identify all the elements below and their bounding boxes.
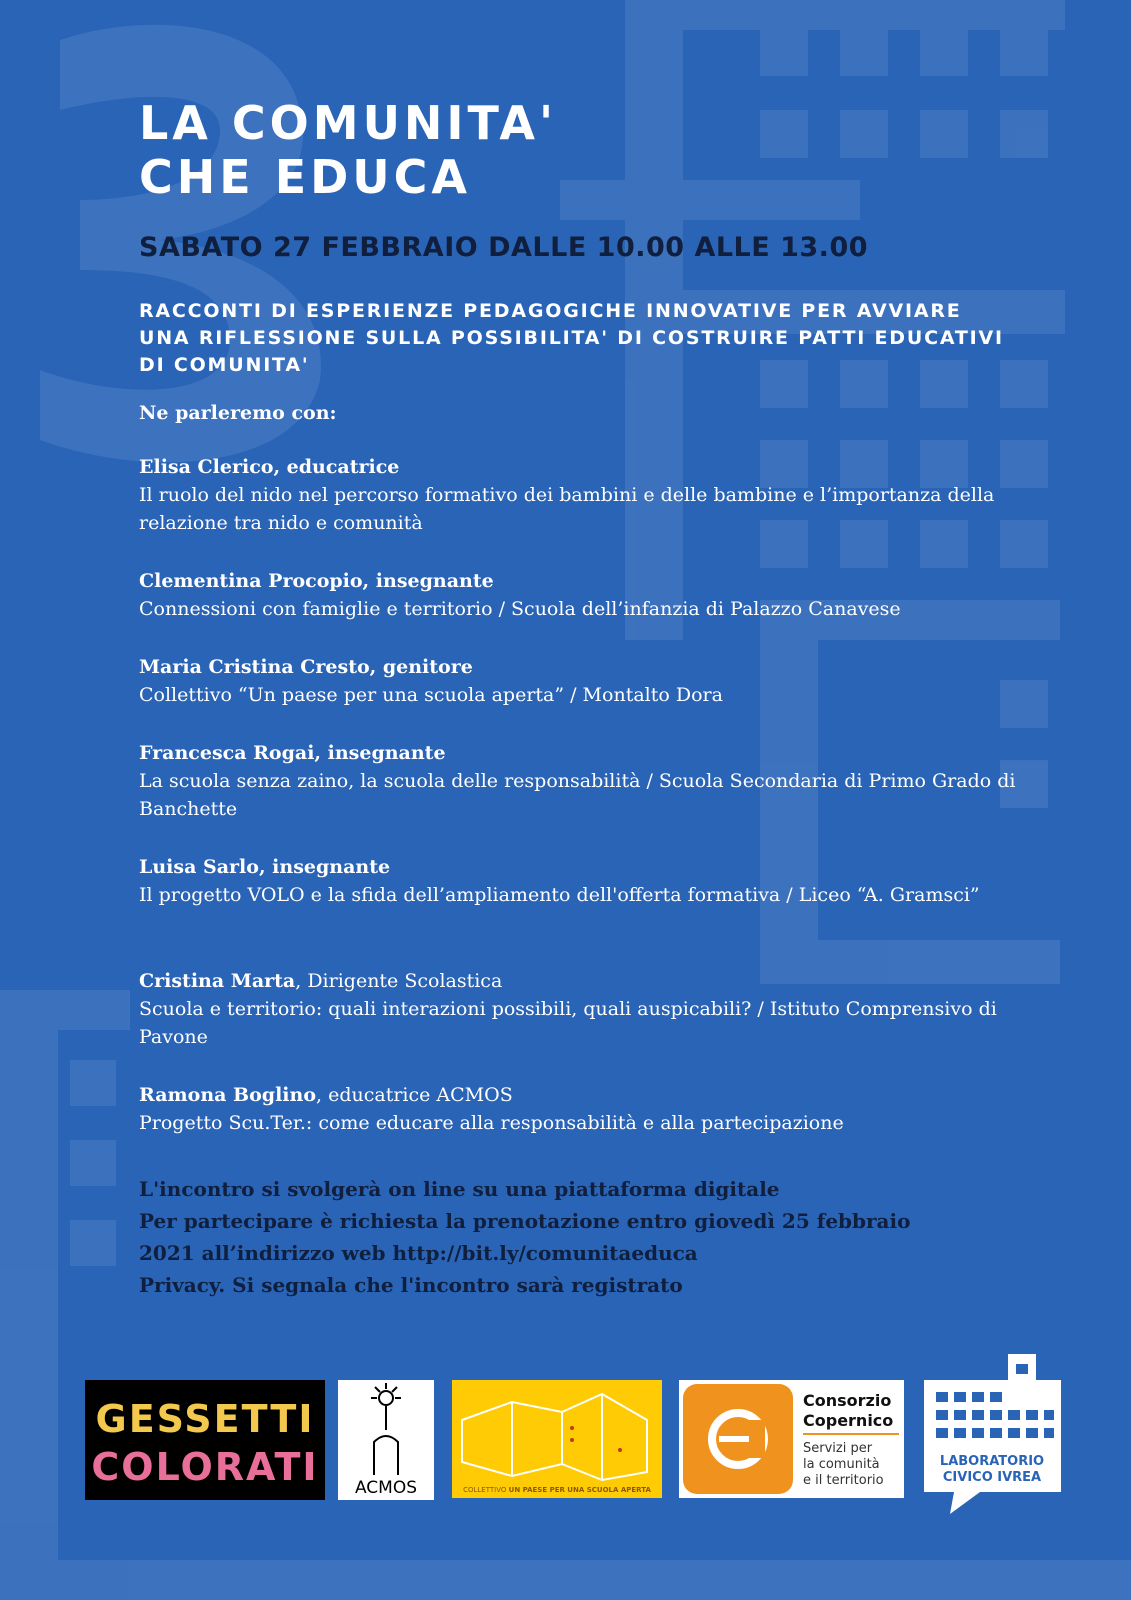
svg-text:Copernico: Copernico [803, 1411, 894, 1430]
speaker-role: , educatrice ACMOS [316, 1084, 513, 1106]
speaker-topic: La scuola senza zaino, la scuola delle responsabilità / Scuola Secondaria di Primo Grado di Banchette [139, 770, 1016, 820]
speaker-topic: Progetto Scu.Ter.: come educare alla responsabilità e alla partecipazione [139, 1112, 844, 1134]
speaker-item [139, 453, 1039, 537]
speaker-item [139, 853, 1039, 909]
svg-text:Consorzio: Consorzio [803, 1391, 892, 1410]
speaker-item [139, 1081, 1039, 1137]
speakers-intro: Ne parleremo con: [139, 402, 337, 424]
svg-text:COLLETTIVO UN PAESE PER UNA SC: COLLETTIVO UN PAESE PER UNA SCUOLA APERTA [463, 1486, 651, 1494]
speaker-role: , Dirigente Scolastica [295, 970, 503, 992]
svg-text:GESSETTI: GESSETTI [95, 1397, 315, 1441]
speaker-item [139, 967, 1039, 1051]
svg-text:COLORATI: COLORATI [91, 1445, 319, 1489]
speaker-name: Maria Cristina Cresto, genitore [139, 656, 473, 678]
speaker-item [139, 739, 1039, 823]
speaker-name: Elisa Clerico, educatrice [139, 456, 400, 478]
event-info: L'incontro si svolgerà on line su una piattaforma digitale Per partecipare è richiesta la prenotazione entro giovedì 25 febbraio 2021 all’indirizzo web http://bit.ly/comunitaeduca Privacy. Si segnala che l'incontro sarà registrato [139, 1177, 911, 1297]
gessetti-colorati-logo [85, 1380, 325, 1500]
svg-text:LABORATORIO: LABORATORIO [939, 1454, 1045, 1469]
event-subtitle: RACCONTI DI ESPERIENZE PEDAGOGICHE INNOVATIVE PER AVVIARE UNA RIFLESSIONE SULLA POSSIBILITA' DI COSTRUIRE PATTI EDUCATIVI DI COMUNITA' [139, 300, 1004, 376]
consorzio-copernico-logo [679, 1380, 904, 1498]
speaker-topic: Connessioni con famiglie e territorio / Scuola dell’infanzia di Palazzo Canavese [139, 598, 901, 620]
svg-text:ACMOS: ACMOS [354, 1478, 418, 1498]
svg-text:CIVICO IVREA: CIVICO IVREA [942, 1470, 1042, 1485]
acmos-logo [338, 1380, 434, 1500]
speaker-topic: Il progetto VOLO e la sfida dell’ampliamento dell'offerta formativa / Liceo “A. Gramsci” [139, 884, 980, 906]
speaker-name: Ramona Boglino [139, 1084, 316, 1106]
svg-text:e il territorio: e il territorio [803, 1473, 884, 1488]
speaker-name: Clementina Procopio, insegnante [139, 570, 494, 592]
speaker-name: Cristina Marta [139, 970, 296, 992]
laboratorio-civico-logo [920, 1350, 1065, 1515]
speaker-item [139, 653, 1039, 709]
speaker-topic: Scuola e territorio: quali interazioni possibili, quali auspicabili? / Istituto Comprensivo di Pavone [139, 998, 997, 1048]
speaker-topic: Collettivo “Un paese per una scuola aperta” / Montalto Dora [139, 684, 723, 706]
flyer-title: LA COMUNITA' CHE EDUCA [139, 96, 558, 204]
speaker-topic: Il ruolo del nido nel percorso formativo dei bambini e delle bambine e l’importanza della relazione tra nido e comunità [139, 484, 995, 534]
event-date: SABATO 27 FEBBRAIO DALLE 10.00 ALLE 13.00 [139, 232, 869, 263]
speaker-name: Luisa Sarlo, insegnante [139, 856, 391, 878]
speaker-item [139, 567, 1039, 623]
svg-text:Servizi per: Servizi per [803, 1441, 873, 1456]
speaker-name: Francesca Rogai, insegnante [139, 742, 446, 764]
svg-text:la comunità: la comunità [803, 1457, 880, 1472]
collettivo-logo [452, 1380, 662, 1498]
